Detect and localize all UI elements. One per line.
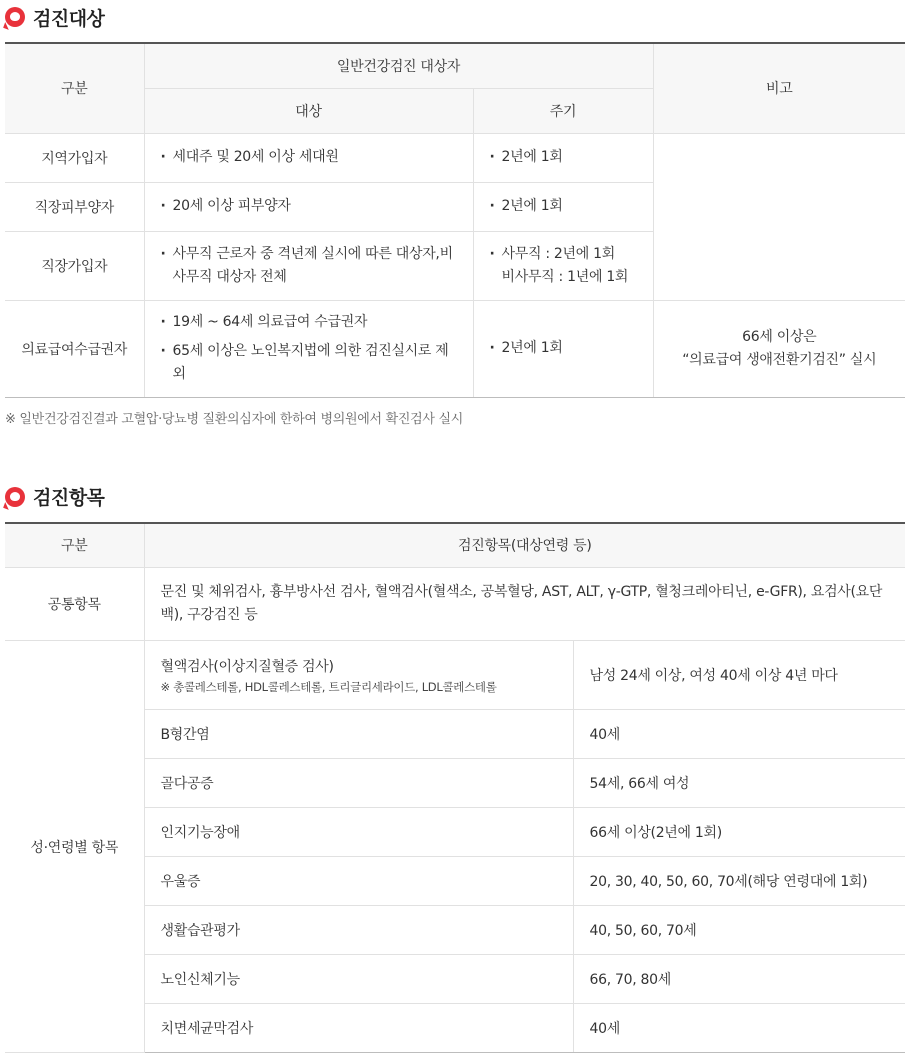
row-category: 성·연령별 항목 [5,641,144,1053]
item-name: 생활습관평가 [144,906,573,955]
section-items [0,480,913,1054]
header-cycle: 주기 [473,88,653,133]
header-group: 일반건강검진 대상자 [144,43,653,88]
header-items: 검진항목(대상연령 등) [144,523,905,568]
cycle-item: · 사무직 : 2년에 1회 비사무직 : 1년에 1회 [490,243,637,289]
item-value: 40세 [573,1004,905,1053]
header-category: 구분 [5,523,144,568]
row-category: 직장가입자 [5,231,144,300]
item-name: 골다공증 [144,759,573,808]
heart-icon [5,7,25,27]
section-title-text: 검진대상 [33,7,105,30]
target-item: · 20세 이상 피부양자 [161,195,457,218]
section-targets [0,0,913,448]
item-name: B형간염 [144,710,573,759]
target-item: · 사무직 근로자 중 격년제 실시에 따른 대상자,비사무직 대상자 전체 [161,243,457,289]
item-value: 40세 [573,710,905,759]
section-title-text: 검진항목 [33,487,105,509]
targets-table [5,42,905,398]
items-table [5,522,905,1054]
table-row [5,300,905,397]
item-value: 54세, 66세 여성 [573,759,905,808]
table-row [5,133,905,182]
item-subnote: ※ 총콜레스테롤, HDL콜레스테롤, 트리글리세라이드, LDL콜레스테롤 [160,679,497,694]
item-value: 남성 24세 이상, 여성 40세 이상 4년 마다 [573,641,905,710]
remark-text: 66세 이상은 “의료급여 생애전환기검진” 실시 [653,300,905,397]
table-row [5,568,905,641]
item-value: 40, 50, 60, 70세 [573,906,905,955]
common-items-text: 문진 및 체위검사, 흉부방사선 검사, 혈액검사(혈색소, 공복혈당, AST, ALT, γ-GTP, 혈청크레아티닌, e-GFR), 요검사(요단백), 구강검진 등 [144,568,905,641]
header-category: 구분 [5,43,144,133]
row-category: 공통항목 [5,568,144,641]
section-title-targets [0,0,913,34]
item-value: 66, 70, 80세 [573,955,905,1004]
cycle-item: · 2년에 1회 [490,195,637,218]
item-name: 우울증 [144,857,573,906]
item-value: 66세 이상(2년에 1회) [573,808,905,857]
item-name: 인지기능장애 [144,808,573,857]
row-category: 의료급여수급권자 [5,300,144,397]
footnote: ※ 일반건강검진결과 고혈압·당뇨병 질환의심자에 한하여 병의원에서 확진검사 실시 [5,411,464,427]
row-category: 지역가입자 [5,133,144,182]
cycle-item: · 2년에 1회 [490,146,637,169]
item-cell [144,641,573,710]
target-item: · 65세 이상은 노인복지법에 의한 검진실시로 제외 [161,340,457,386]
header-remark: 비고 [653,43,905,133]
header-target: 대상 [144,88,473,133]
cycle-item: · 2년에 1회 [490,337,637,360]
item-name: 노인신체기능 [144,955,573,1004]
target-item: · 세대주 및 20세 이상 세대원 [161,146,457,169]
item-value: 20, 30, 40, 50, 60, 70세(해당 연령대에 1회) [573,857,905,906]
section-title-items [0,480,913,514]
target-item: · 19세 ~ 64세 의료급여 수급권자 [161,311,457,334]
heart-icon [5,487,25,507]
table-row [5,641,905,710]
item-name: 혈액검사(이상지질혈증 검사) [160,658,334,675]
item-name: 치면세균막검사 [144,1004,573,1053]
remark-empty [653,133,905,300]
row-category: 직장피부양자 [5,182,144,231]
